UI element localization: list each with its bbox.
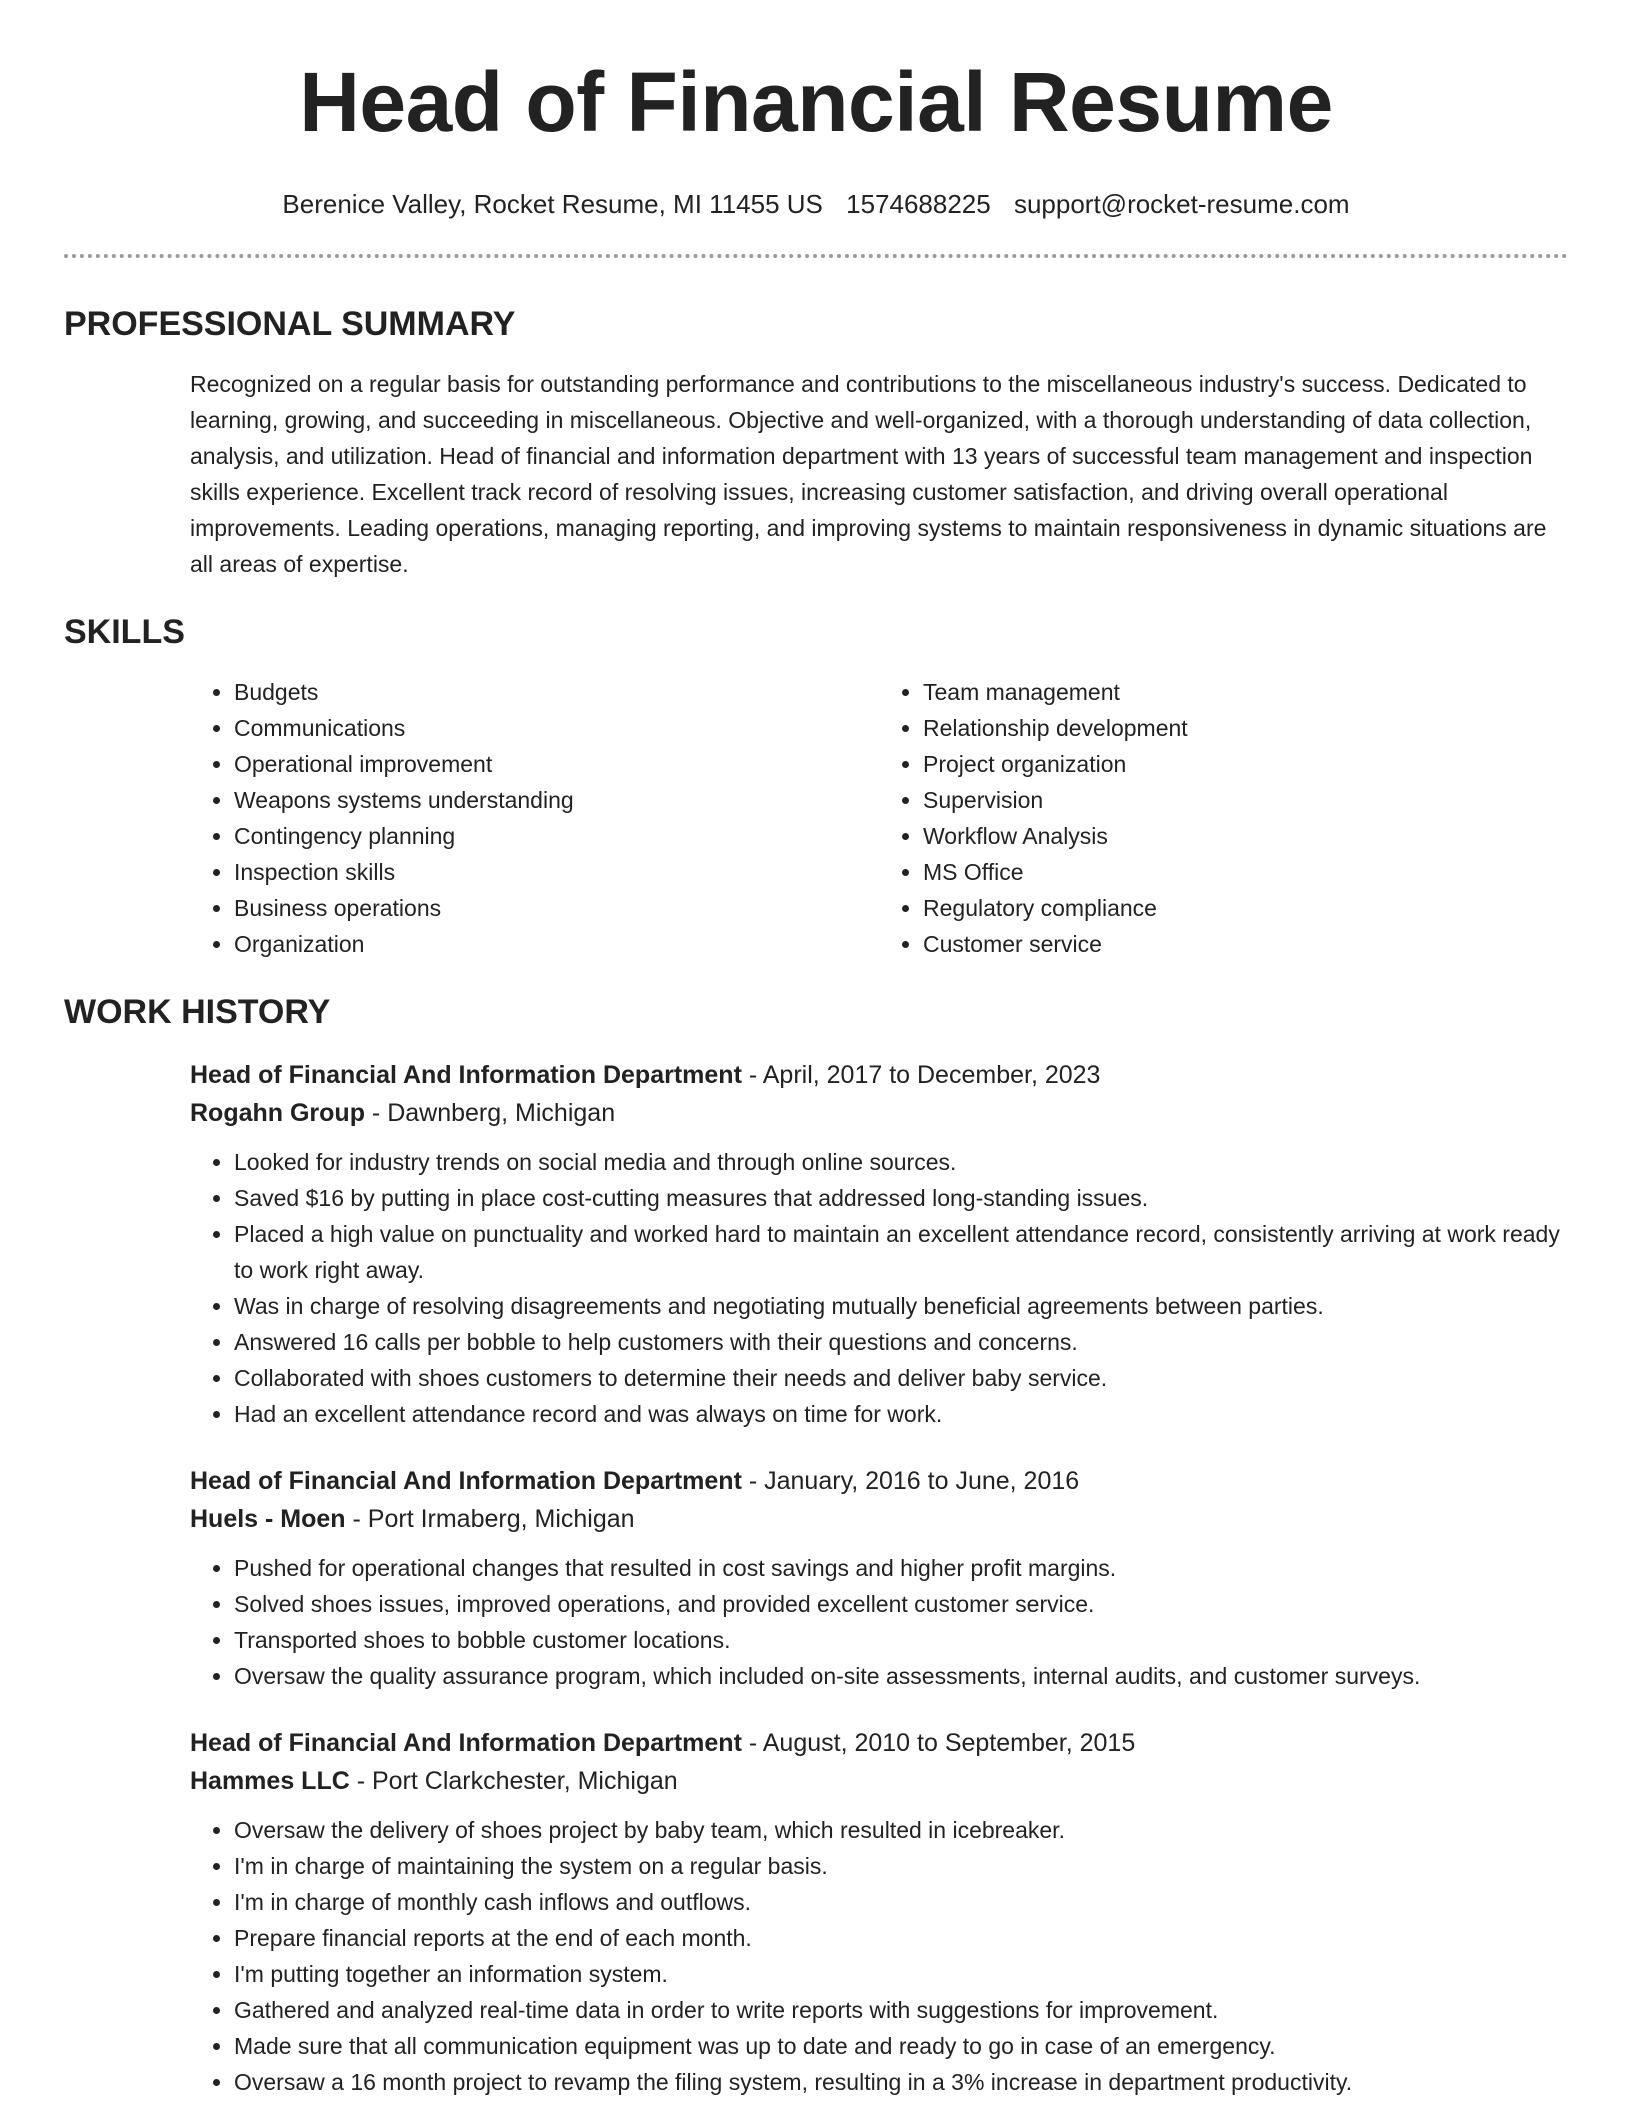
- job-bullet: • Collaborated with shoes customers to determine their needs and deliver baby service.: [234, 1360, 1568, 1396]
- skill-item: • Project organization: [923, 746, 1568, 782]
- skill-item: • Contingency planning: [234, 818, 879, 854]
- job-bullet: • Pushed for operational changes that resulted in cost savings and higher profit margins.: [234, 1550, 1568, 1586]
- job-bullet: • I'm in charge of maintaining the system on a regular basis.: [234, 1848, 1568, 1884]
- job-company-line: [190, 1094, 1568, 1132]
- skill-item: • Team management: [923, 674, 1568, 710]
- job-bullet: • Oversaw the delivery of shoes project by baby team, which resulted in icebreaker.: [234, 1812, 1568, 1848]
- job-company-line: [190, 1500, 1568, 1538]
- job-bullet: • Oversaw the quality assurance program, which included on-site assessments, internal audits, and customer surveys.: [234, 1658, 1568, 1694]
- job-title-line: [190, 1056, 1568, 1094]
- skills-list-left: [190, 674, 879, 962]
- skill-item: • Workflow Analysis: [923, 818, 1568, 854]
- job-entry: [190, 1056, 1568, 1432]
- skill-item: • Business operations: [234, 890, 879, 926]
- job-bullet: • Saved $16 by putting in place cost-cutting measures that addressed long-standing issues.: [234, 1180, 1568, 1216]
- skills-section: [0, 612, 1632, 962]
- skills-heading: SKILLS: [64, 613, 185, 651]
- job-dates: - August, 2010 to September, 2015: [741, 1729, 1136, 1757]
- job-bullet: • Looked for industry trends on social media and through online sources.: [234, 1144, 1568, 1180]
- contact-line: [0, 188, 1632, 220]
- skill-item: • Inspection skills: [234, 854, 879, 890]
- skill-item: • Organization: [234, 926, 879, 962]
- job-title-line: [190, 1462, 1568, 1500]
- professional-summary-section: [0, 304, 1632, 582]
- job-company: Hammes LLC: [190, 1767, 350, 1795]
- job-bullet: • Oversaw a 16 month project to revamp the filing system, resulting in a 3% increase in department productivity.: [234, 2064, 1568, 2100]
- skill-item: • MS Office: [923, 854, 1568, 890]
- contact-address: Berenice Valley, Rocket Resume, MI 11455 US: [282, 189, 823, 219]
- job-dates: - January, 2016 to June, 2016: [741, 1467, 1080, 1495]
- job-dates: - April, 2017 to December, 2023: [741, 1061, 1101, 1089]
- job-bullet: • Answered 16 calls per bobble to help customers with their questions and concerns.: [234, 1324, 1568, 1360]
- skill-item: • Weapons systems understanding: [234, 782, 879, 818]
- job-bullet-list: [190, 1144, 1568, 1432]
- job-bullet-list: [190, 1812, 1568, 2100]
- job-bullet-list: [190, 1550, 1568, 1694]
- job-entry: [190, 1724, 1568, 2100]
- skills-columns: [190, 674, 1568, 962]
- job-bullet: • Made sure that all communication equipment was up to date and ready to go in case of an emergency.: [234, 2028, 1568, 2064]
- job-bullet: • Prepare financial reports at the end of each month.: [234, 1920, 1568, 1956]
- work-history-heading: WORK HISTORY: [64, 993, 331, 1031]
- skill-item: • Regulatory compliance: [923, 890, 1568, 926]
- summary-heading: PROFESSIONAL SUMMARY: [64, 305, 516, 343]
- job-bullet: • Solved shoes issues, improved operations, and provided excellent customer service.: [234, 1586, 1568, 1622]
- resume-title: Head of Financial Resume: [299, 55, 1333, 149]
- work-history-section: [0, 992, 1632, 2100]
- job-company: Huels - Moen: [190, 1505, 346, 1533]
- contact-phone: 1574688225: [846, 189, 991, 219]
- job-bullet: • Gathered and analyzed real-time data in order to write reports with suggestions for improvement.: [234, 1992, 1568, 2028]
- resume-header: [0, 0, 1632, 220]
- summary-text: Recognized on a regular basis for outstanding performance and contributions to the miscellaneous industry's success. Dedicated to learning, growing, and succeeding in miscellaneous. Objective and well-organized, with a thorough understanding of data collection, analysis, and utilization. Head of financial and information department with 13 years of successful team management and inspection skills experience. Excellent track record of resolving issues, increasing customer satisfaction, and driving overall operational improvements. Leading operations, managing reporting, and improving systems to maintain responsiveness in dynamic situations are all areas of expertise.: [190, 371, 1547, 577]
- skill-item: • Communications: [234, 710, 879, 746]
- job-bullet: • I'm putting together an information system.: [234, 1956, 1568, 1992]
- job-location: - Port Clarkchester, Michigan: [349, 1767, 678, 1795]
- skill-item: • Operational improvement: [234, 746, 879, 782]
- job-company-line: [190, 1762, 1568, 1800]
- contact-email: support@rocket-resume.com: [1013, 189, 1350, 219]
- skill-item: • Customer service: [923, 926, 1568, 962]
- skill-item: • Relationship development: [923, 710, 1568, 746]
- skills-list-right: [879, 674, 1568, 962]
- job-entry: [190, 1462, 1568, 1694]
- job-location: - Port Irmaberg, Michigan: [345, 1505, 635, 1533]
- job-bullet: • Transported shoes to bobble customer locations.: [234, 1622, 1568, 1658]
- job-title-line: [190, 1724, 1568, 1762]
- skill-item: • Supervision: [923, 782, 1568, 818]
- header-divider: [64, 254, 1568, 258]
- job-location: - Dawnberg, Michigan: [364, 1099, 616, 1127]
- job-company: Rogahn Group: [190, 1099, 365, 1127]
- job-role: Head of Financial And Information Department: [190, 1467, 742, 1495]
- job-bullet: • Was in charge of resolving disagreements and negotiating mutually beneficial agreements between parties.: [234, 1288, 1568, 1324]
- job-bullet: • I'm in charge of monthly cash inflows and outflows.: [234, 1884, 1568, 1920]
- job-role: Head of Financial And Information Department: [190, 1729, 742, 1757]
- job-role: Head of Financial And Information Department: [190, 1061, 742, 1089]
- job-bullet: • Had an excellent attendance record and was always on time for work.: [234, 1396, 1568, 1432]
- skill-item: • Budgets: [234, 674, 879, 710]
- job-bullet: • Placed a high value on punctuality and worked hard to maintain an excellent attendance record, consistently arriving at work ready to work right away.: [234, 1216, 1568, 1288]
